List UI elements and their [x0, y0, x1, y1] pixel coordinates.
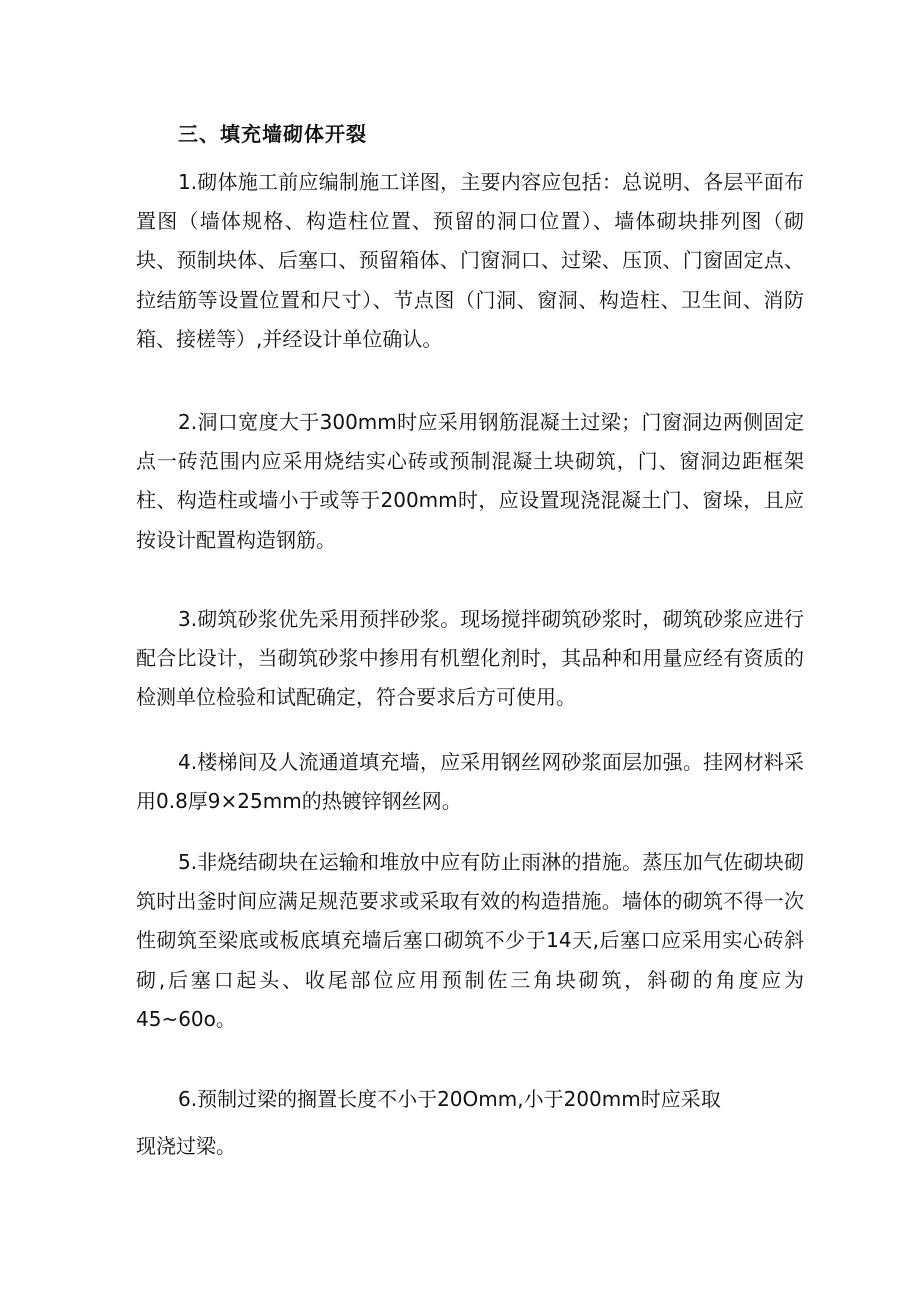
- paragraph-1: 1.砌体施工前应编制施工详图，主要内容应包括：总说明、各层平面布置图（墙体规格、构造柱位置、预留的洞口位置）、墙体砌块排列图（砌块、预制块体、后塞口、预留箱体、门窗洞口、过梁、压顶、门窗固定点、拉结筋等设置位置和尺寸）、节点图（门洞、窗洞、构造柱、卫生间、消防箱、接槎等）,并经设计单位确认。: [136, 170, 804, 351]
- paragraph-2: 2.洞口宽度大于300mm时应采用钢筋混凝土过梁；门窗洞边两侧固定点一砖范围内应采用烧结实心砖或预制混凝土块砌筑，门、窗洞边距框架柱、构造柱或墙小于或等于200mm时，应设置现浇混凝土门、窗垛，且应按设计配置构造钢筋。: [136, 410, 804, 552]
- paragraph-6-line-1: 6.预制过梁的搁置长度不小于20Omm,小于200mm时应采取: [178, 1087, 721, 1111]
- section-heading: 三、填充墙砌体开裂: [178, 122, 367, 146]
- paragraph-4: 4.楼梯间及人流通道填充墙，应采用钢丝网砂浆面层加强。挂网材料采用0.8厚9×25mm的热镀锌钢丝网。: [136, 750, 804, 814]
- paragraph-5: 5.非烧结砌块在运输和堆放中应有防止雨淋的措施。蒸压加气佐砌块砌筑时出釜时间应满足规范要求或采取有效的构造措施。墙体的砌筑不得一次性砌筑至梁底或板底填充墙后塞口砌筑不少于14天,后塞口应采用实心砖斜砌,后塞口起头、收尾部位应用预制佐三角块砌筑，斜砌的角度应为45~60o。: [136, 850, 804, 1031]
- paragraph-6-line-2: 现浇过梁。: [136, 1134, 236, 1158]
- paragraph-3: 3.砌筑砂浆优先采用预拌砂浆。现场搅拌砌筑砂浆时，砌筑砂浆应进行配合比设计，当砌筑砂浆中掺用有机塑化剂时，其品种和用量应经有资质的检测单位检验和试配确定，符合要求后方可使用。: [136, 607, 804, 710]
